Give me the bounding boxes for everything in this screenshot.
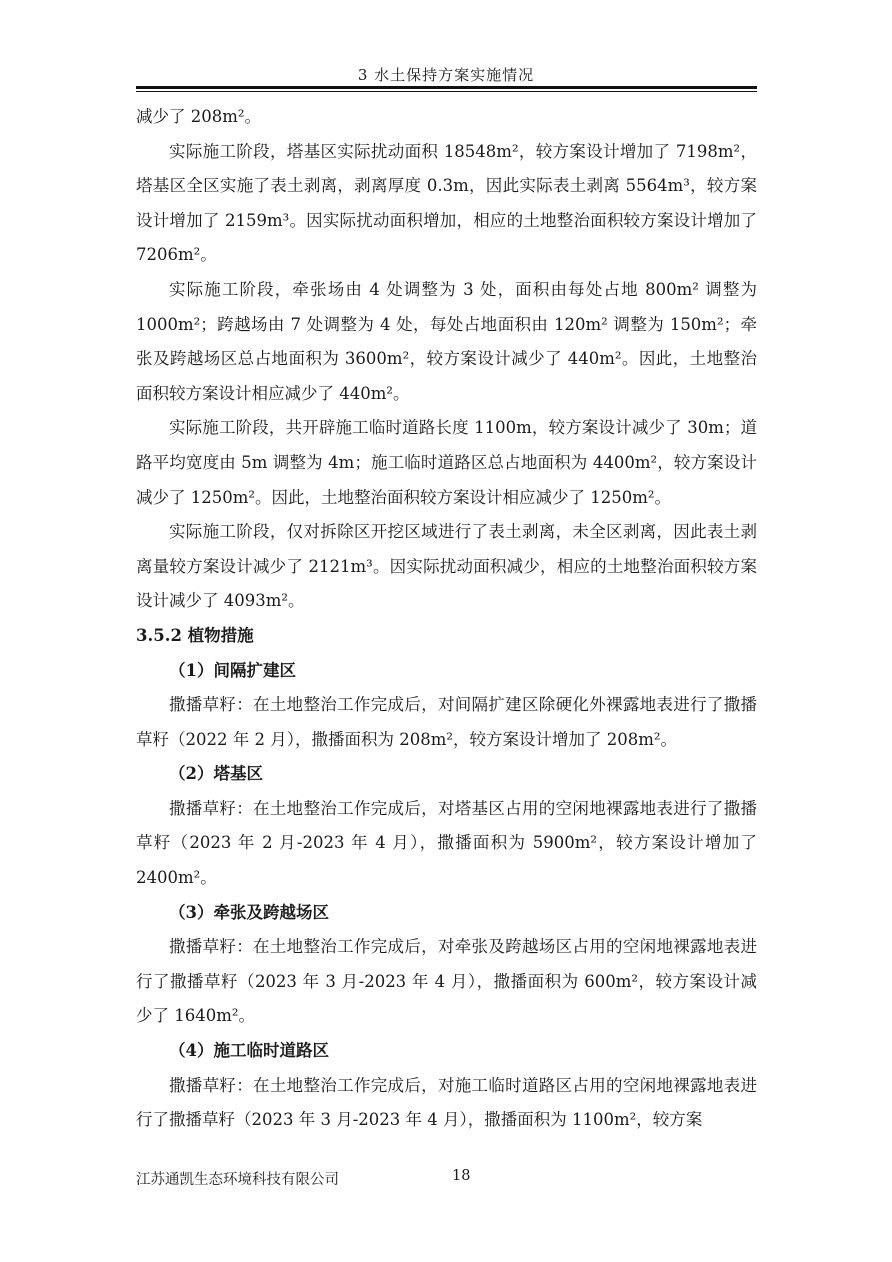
subheading-bay-expansion: （1）间隔扩建区 [169,660,296,680]
subheading-temp-road: （4）施工临时道路区 [169,1041,329,1061]
page-number: 18 [452,1168,471,1184]
paragraph-tension-seeding: 撒播草籽：在土地整治工作完成后，对牵张及跨越场区占用的空闲地裸露地表进行了撒播草籽（2023 年 3 月-2023 年 4 月），撒播面积为 600m²，较方案设计减少了 1640m²。 [136,937,757,1026]
subheading-tower-area: （2）塔基区 [169,764,263,784]
subheading-tension-crossing: （3）牵张及跨越场区 [169,902,329,922]
paragraph-temp-road-seeding: 撒播草籽：在土地整治工作完成后，对施工临时道路区占用的空闲地裸露地表进行了撒播草籽（2023 年 3 月-2023 年 4 月），撒播面积为 1100m²，较方案 [136,1075,757,1130]
page-body [136,100,757,1138]
paragraph-demolition: 实际施工阶段，仅对拆除区开挖区域进行了表土剥离，未全区剥离，因此表土剥离量较方案设计减少了 2121m³。因实际扰动面积减少，相应的土地整治面积较方案设计减少了 4093m²。 [136,522,757,611]
paragraph-temp-road: 实际施工阶段，共开辟施工临时道路长度 1100m，较方案设计减少了 30m；道路平均宽度由 5m 调整为 4m；施工临时道路区总占地面积为 4400m²，较方案设计减少了 1250m²。因此，土地整治面积较方案设计相应减少了 1250m²。 [136,418,757,507]
paragraph-bay-expansion: 撒播草籽：在土地整治工作完成后，对间隔扩建区除硬化外裸露地表进行了撒播草籽（2022 年 2 月），撒播面积为 208m²，较方案设计增加了 208m²。 [136,695,757,749]
header-rule-thin [136,91,757,92]
paragraph-continued: 减少了 208m²。 [136,107,261,126]
paragraph-tower-seeding: 撒播草籽：在土地整治工作完成后，对塔基区占用的空闲地裸露地表进行了撒播草籽（2023 年 2 月-2023 年 4 月），撒播面积为 5900m²，较方案设计增加了 2400m²。 [136,798,757,888]
section-heading-plant-measures: 3.5.2 植物措施 [136,625,254,645]
paragraph-tower-area: 实际施工阶段，塔基区实际扰动面积 18548m²，较方案设计增加了 7198m²，塔基区全区实施了表土剥离，剥离厚度 0.3m，因此实际表土剥离 5564m³，较方案设计增加了 2159m³。因实际扰动面积增加，相应的土地整治面积较方案设计增加了 7206m²。 [136,141,757,265]
header-title: 3 水土保持方案实施情况 [357,66,535,84]
footer-company: 江苏通凯生态环境科技有限公司 [136,1172,339,1188]
paragraph-tension-crossing: 实际施工阶段，牵张场由 4 处调整为 3 处，面积由每处占地 800m² 调整为 1000m²；跨越场由 7 处调整为 4 处，每处占地面积由 120m² 调整为 150m²；牵张及跨越场区总占地面积为 3600m²，较方案设计减少了 440m²。因此，土地整治面积较方案设计相应减少了 440m²。 [136,279,757,403]
header-rule-thick [136,86,757,89]
